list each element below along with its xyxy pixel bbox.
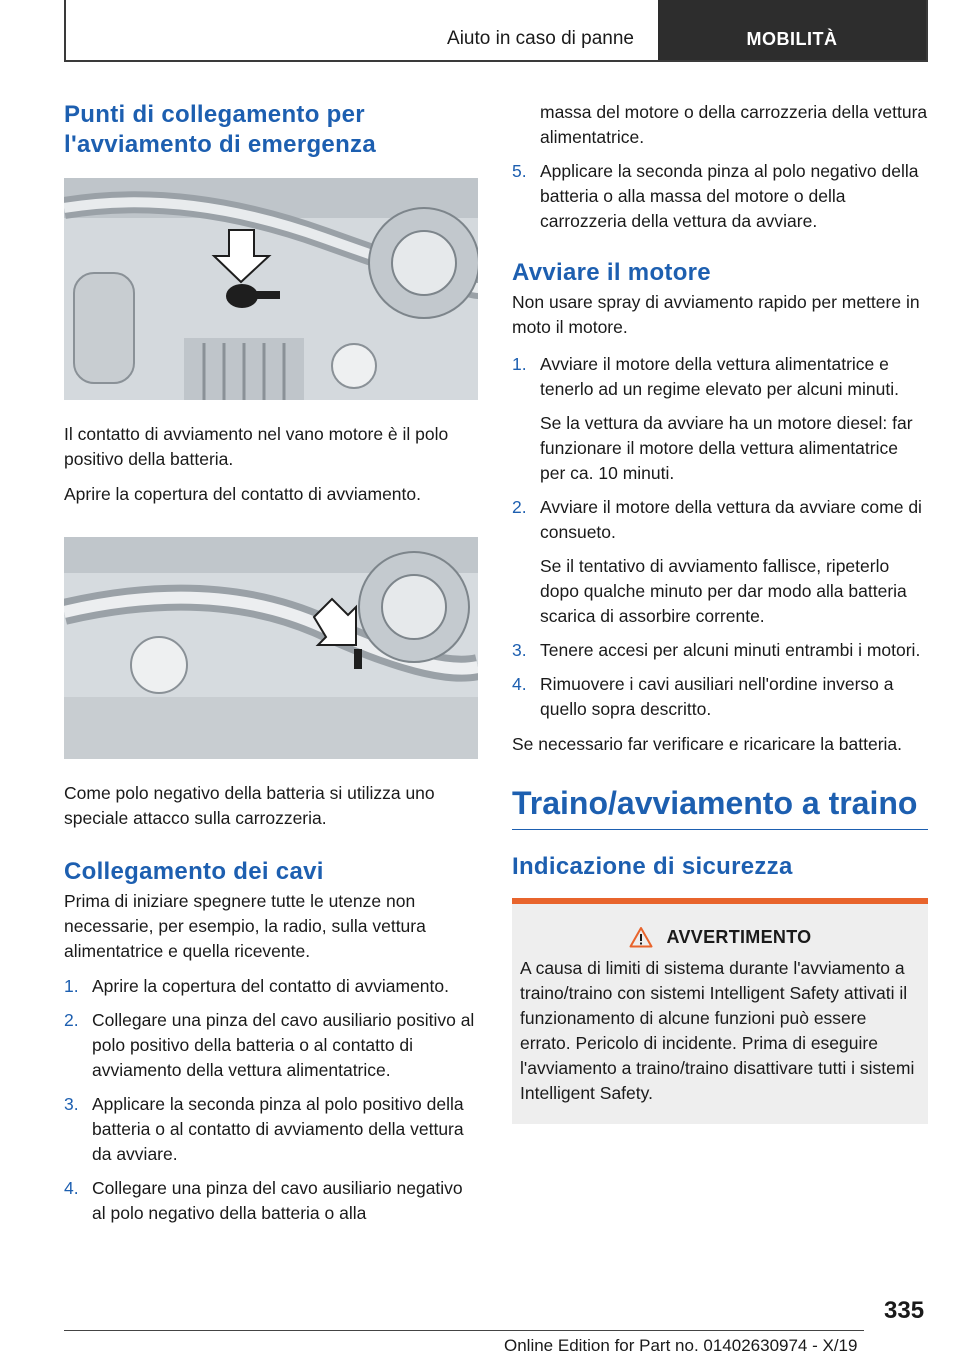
page-number: 335: [884, 1297, 925, 1324]
para-check-battery: Se necessario far verificare e ricaricare la batteria.: [512, 734, 903, 754]
list-item: 5. Applicare la seconda pinza al polo negativo della batteria o alla massa del motore o della carrozzeria della vettura da avviare.: [512, 161, 919, 231]
left-column: [64, 100, 478, 1236]
heading-safety-note: Indicazione di sicurezza: [512, 853, 793, 880]
header-section-title: Aiuto in caso di panne: [447, 28, 634, 49]
para-open-cover: Aprire la copertura del contatto di avviamento.: [64, 484, 421, 504]
heading-towing: Traino/avviamento a traino: [512, 783, 928, 830]
start-steps-list: [512, 352, 928, 722]
list-item: 4. Collegare una pinza del cavo ausiliario negativo al polo negativo della batteria o alla: [64, 1178, 463, 1223]
header-chapter-tab: MOBILITÀ: [658, 0, 926, 60]
list-item: 4. Rimuovere i cavi ausiliari nell'ordine inverso a quello sopra descritto.: [512, 674, 894, 719]
cable-steps-list-cont: [512, 159, 928, 234]
cable-steps-list: [64, 974, 478, 1226]
heading-start-engine: Avviare il motore: [512, 259, 711, 286]
page-header: [64, 0, 928, 62]
footer-divider: [64, 1330, 864, 1331]
footer-edition: Online Edition for Part no. 01402630974 - X/19: [504, 1336, 858, 1355]
step-4-continued: massa del motore o della carrozzeria della vettura alimentatrice.: [540, 102, 928, 147]
heading-connection-points: Punti di collegamento per l'avviamento di emergenza: [64, 101, 376, 158]
warning-triangle-icon: [629, 926, 653, 948]
list-item: 3. Applicare la seconda pinza al polo positivo della batteria o al contatto di avviamento della vettura da avviare.: [64, 1094, 464, 1164]
para-no-spray: Non usare spray di avviamento rapido per mettere in moto il motore.: [512, 292, 920, 337]
warning-box: [512, 898, 928, 1124]
list-item: 1. Avviare il motore della vettura alimentatrice e tenerlo ad un regime elevato per alcuni minuti. Se la vettura da avviare ha un motore diesel: far funzionare il motore della vettura alimentatrice per ca. 10 minuti.: [512, 354, 913, 483]
list-item: 2. Avviare il motore della vettura da avviare come di consueto. Se il tentativo di avviamento fallisce, ripeterlo dopo qualche minuto per dar modo alla batteria scarica di assorbire corrente.: [512, 497, 922, 626]
list-item: 3. Tenere accesi per alcuni minuti entrambi i motori.: [512, 640, 921, 660]
list-item: 1. Aprire la copertura del contatto di avviamento.: [64, 976, 449, 996]
warning-title: AVVERTIMENTO: [666, 926, 812, 947]
para-positive-pole: Il contatto di avviamento nel vano motore è il polo positivo della batteria.: [64, 424, 449, 469]
right-column: [512, 100, 928, 1124]
warning-text: A causa di limiti di sistema durante l'avviamento a traino/traino con sistemi Intelligent Safety attivati il funzionamento di alcune funzioni può essere errato. Pericolo di incidente. Prima di eseguire l'avviamento a traino/traino disattivare tutti i sistemi Intelligent Safety.: [520, 958, 915, 1103]
heading-cable-connection: Collegamento dei cavi: [64, 858, 324, 885]
engine-bay-image-negative: [64, 537, 478, 759]
list-item: 2. Collegare una pinza del cavo ausiliario positivo al polo positivo della batteria o al contatto di avviamento della vettura alimentatrice.: [64, 1010, 475, 1080]
para-switch-off: Prima di iniziare spegnere tutte le utenze non necessarie, per esempio, la radio, sulla vettura alimentatrice e quella ricevente.: [64, 891, 426, 961]
para-negative-pole: Come polo negativo della batteria si utilizza uno speciale attacco sulla carrozzeria.: [64, 783, 435, 828]
engine-bay-image-positive: [64, 178, 478, 400]
